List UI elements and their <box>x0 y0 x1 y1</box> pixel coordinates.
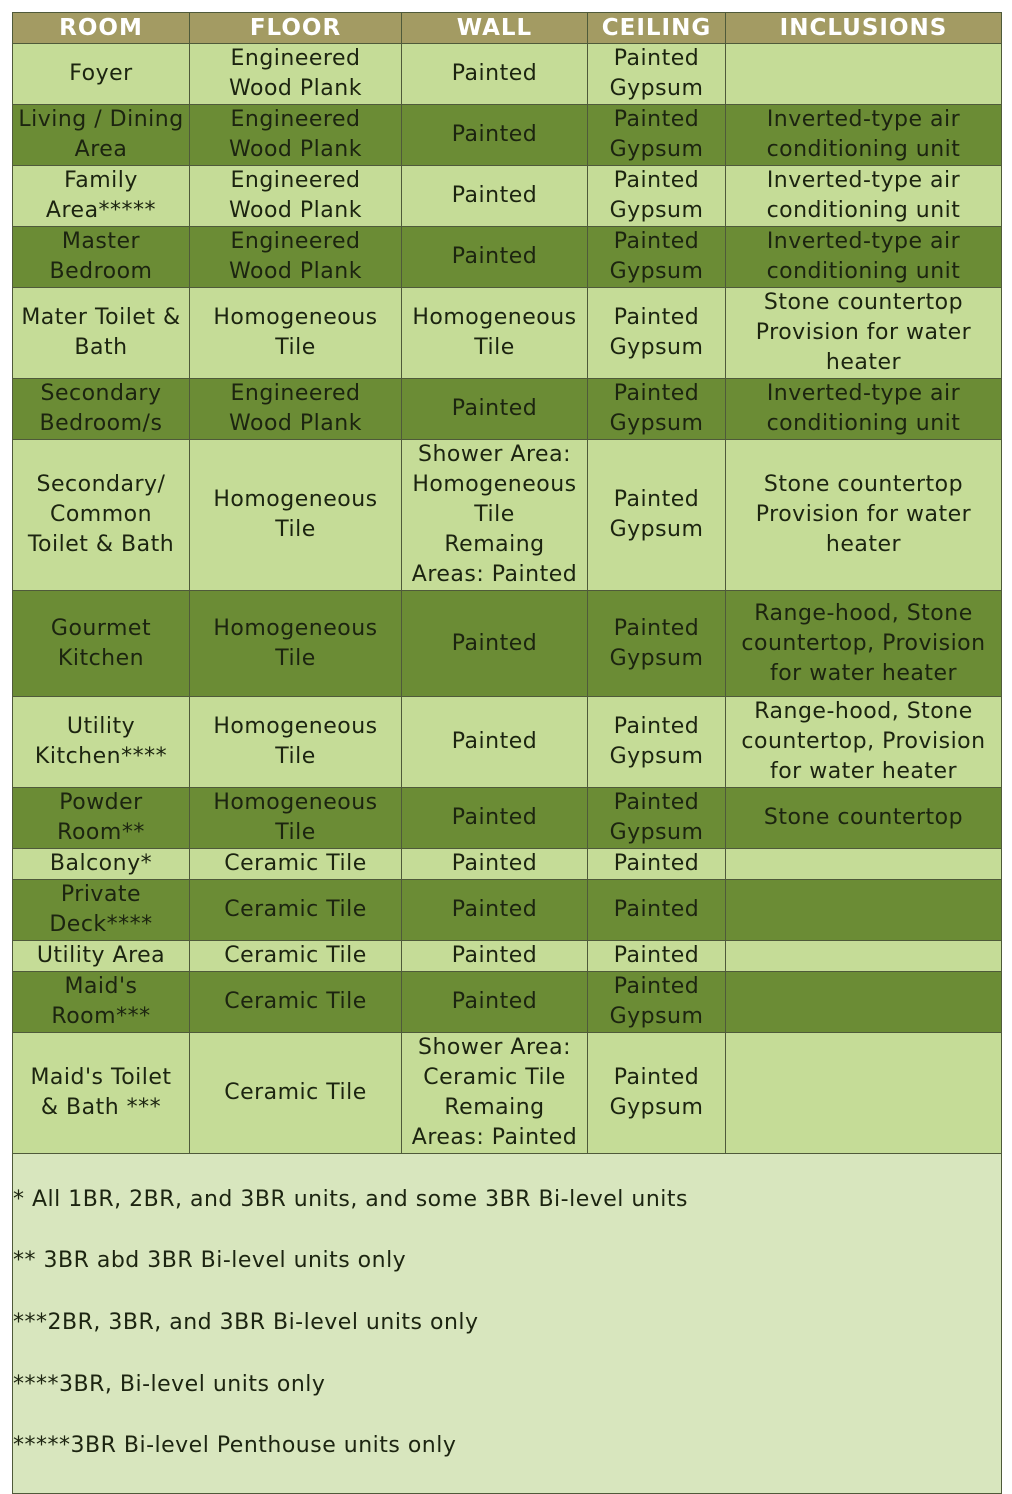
cell-wall: Painted <box>402 849 588 880</box>
cell-inclusions <box>726 44 1002 105</box>
cell-wall: Painted <box>402 379 588 440</box>
cell-ceiling: Painted <box>588 880 726 941</box>
cell-wall: Painted <box>402 788 588 849</box>
table-row <box>13 591 1002 697</box>
footnote: ** 3BR abd 3BR Bi-level units only <box>13 1248 407 1274</box>
cell-ceiling: Painted Gypsum <box>588 105 726 166</box>
cell-room: Mater Toilet & Bath <box>13 288 190 379</box>
table-row <box>13 379 1002 440</box>
cell-floor: Engineered Wood Plank <box>190 105 402 166</box>
cell-inclusions: Range-hood, Stone countertop, Provision for water heater <box>726 697 1002 788</box>
cell-wall: Painted <box>402 972 588 1033</box>
cell-ceiling: Painted Gypsum <box>588 166 726 227</box>
cell-ceiling: Painted Gypsum <box>588 227 726 288</box>
table-row <box>13 972 1002 1033</box>
header-row <box>13 13 1002 44</box>
cell-wall: Painted <box>402 941 588 972</box>
cell-ceiling: Painted Gypsum <box>588 379 726 440</box>
cell-room: Secondary/ Common Toilet & Bath <box>13 440 190 591</box>
finishes-table-container <box>12 12 1001 1494</box>
cell-room: Powder Room** <box>13 788 190 849</box>
cell-wall: Painted <box>402 227 588 288</box>
cell-room: Balcony* <box>13 849 190 880</box>
cell-inclusions <box>726 941 1002 972</box>
cell-inclusions: Inverted-type air conditioning unit <box>726 379 1002 440</box>
cell-inclusions: Stone countertop Provision for water heater <box>726 440 1002 591</box>
cell-floor: Ceramic Tile <box>190 1033 402 1154</box>
cell-wall: Painted <box>402 105 588 166</box>
cell-room: Master Bedroom <box>13 227 190 288</box>
header-room: ROOM <box>13 13 190 44</box>
cell-floor: Ceramic Tile <box>190 972 402 1033</box>
cell-wall: Painted <box>402 591 588 697</box>
notes-row <box>13 1154 1002 1494</box>
table-row <box>13 227 1002 288</box>
table-row <box>13 440 1002 591</box>
cell-room: Gourmet Kitchen <box>13 591 190 697</box>
cell-wall: Painted <box>402 697 588 788</box>
table-row <box>13 880 1002 941</box>
cell-floor: Homogeneous Tile <box>190 591 402 697</box>
cell-wall: Homogeneous Tile <box>402 288 588 379</box>
cell-room: Private Deck**** <box>13 880 190 941</box>
cell-wall: Painted <box>402 880 588 941</box>
cell-inclusions: Inverted-type air conditioning unit <box>726 166 1002 227</box>
cell-ceiling: Painted Gypsum <box>588 440 726 591</box>
cell-floor: Homogeneous Tile <box>190 697 402 788</box>
cell-room: Maid's Toilet & Bath *** <box>13 1033 190 1154</box>
header-ceiling: CEILING <box>588 13 726 44</box>
header-wall: WALL <box>402 13 588 44</box>
cell-floor: Engineered Wood Plank <box>190 44 402 105</box>
cell-inclusions: Inverted-type air conditioning unit <box>726 227 1002 288</box>
table-row <box>13 849 1002 880</box>
cell-inclusions: Stone countertop <box>726 788 1002 849</box>
table-row <box>13 941 1002 972</box>
cell-inclusions: Inverted-type air conditioning unit <box>726 105 1002 166</box>
cell-floor: Engineered Wood Plank <box>190 166 402 227</box>
cell-inclusions: Range-hood, Stone countertop, Provision for water heater <box>726 591 1002 697</box>
cell-inclusions <box>726 1033 1002 1154</box>
cell-ceiling: Painted Gypsum <box>588 788 726 849</box>
table-row <box>13 1033 1002 1154</box>
cell-inclusions <box>726 849 1002 880</box>
cell-ceiling: Painted Gypsum <box>588 591 726 697</box>
cell-floor: Homogeneous Tile <box>190 788 402 849</box>
cell-floor: Homogeneous Tile <box>190 440 402 591</box>
table-row <box>13 44 1002 105</box>
cell-room: Family Area***** <box>13 166 190 227</box>
cell-ceiling: Painted Gypsum <box>588 1033 726 1154</box>
cell-ceiling: Painted Gypsum <box>588 288 726 379</box>
footnote: ***2BR, 3BR, and 3BR Bi-level units only <box>13 1309 479 1335</box>
cell-inclusions <box>726 880 1002 941</box>
table-row <box>13 788 1002 849</box>
table-row <box>13 697 1002 788</box>
header-inclusions: INCLUSIONS <box>726 13 1002 44</box>
cell-floor: Ceramic Tile <box>190 880 402 941</box>
cell-wall: Shower Area: Homogeneous Tile Remaing Areas: Painted <box>402 440 588 591</box>
cell-floor: Homogeneous Tile <box>190 288 402 379</box>
cell-floor: Ceramic Tile <box>190 941 402 972</box>
cell-room: Secondary Bedroom/s <box>13 379 190 440</box>
table-row <box>13 166 1002 227</box>
cell-room: Living / Dining Area <box>13 105 190 166</box>
table-body <box>13 44 1002 1494</box>
header-floor: FLOOR <box>190 13 402 44</box>
cell-floor: Engineered Wood Plank <box>190 227 402 288</box>
footnotes-cell <box>13 1154 1002 1494</box>
cell-wall: Painted <box>402 166 588 227</box>
cell-floor: Ceramic Tile <box>190 849 402 880</box>
cell-floor: Engineered Wood Plank <box>190 379 402 440</box>
cell-ceiling: Painted Gypsum <box>588 972 726 1033</box>
footnote: * All 1BR, 2BR, and 3BR units, and some 3BR Bi-level units <box>13 1186 688 1212</box>
cell-room: Maid's Room*** <box>13 972 190 1033</box>
table-row <box>13 105 1002 166</box>
cell-ceiling: Painted Gypsum <box>588 697 726 788</box>
footnote: *****3BR Bi-level Penthouse units only <box>13 1433 457 1459</box>
cell-inclusions <box>726 972 1002 1033</box>
cell-ceiling: Painted Gypsum <box>588 44 726 105</box>
cell-ceiling: Painted <box>588 849 726 880</box>
finishes-table <box>12 12 1002 1494</box>
cell-room: Foyer <box>13 44 190 105</box>
cell-inclusions: Stone countertop Provision for water heater <box>726 288 1002 379</box>
cell-ceiling: Painted <box>588 941 726 972</box>
table-row <box>13 288 1002 379</box>
footnote: ****3BR, Bi-level units only <box>13 1371 326 1397</box>
cell-room: Utility Area <box>13 941 190 972</box>
cell-wall: Shower Area: Ceramic Tile Remaing Areas: Painted <box>402 1033 588 1154</box>
cell-wall: Painted <box>402 44 588 105</box>
cell-room: Utility Kitchen**** <box>13 697 190 788</box>
